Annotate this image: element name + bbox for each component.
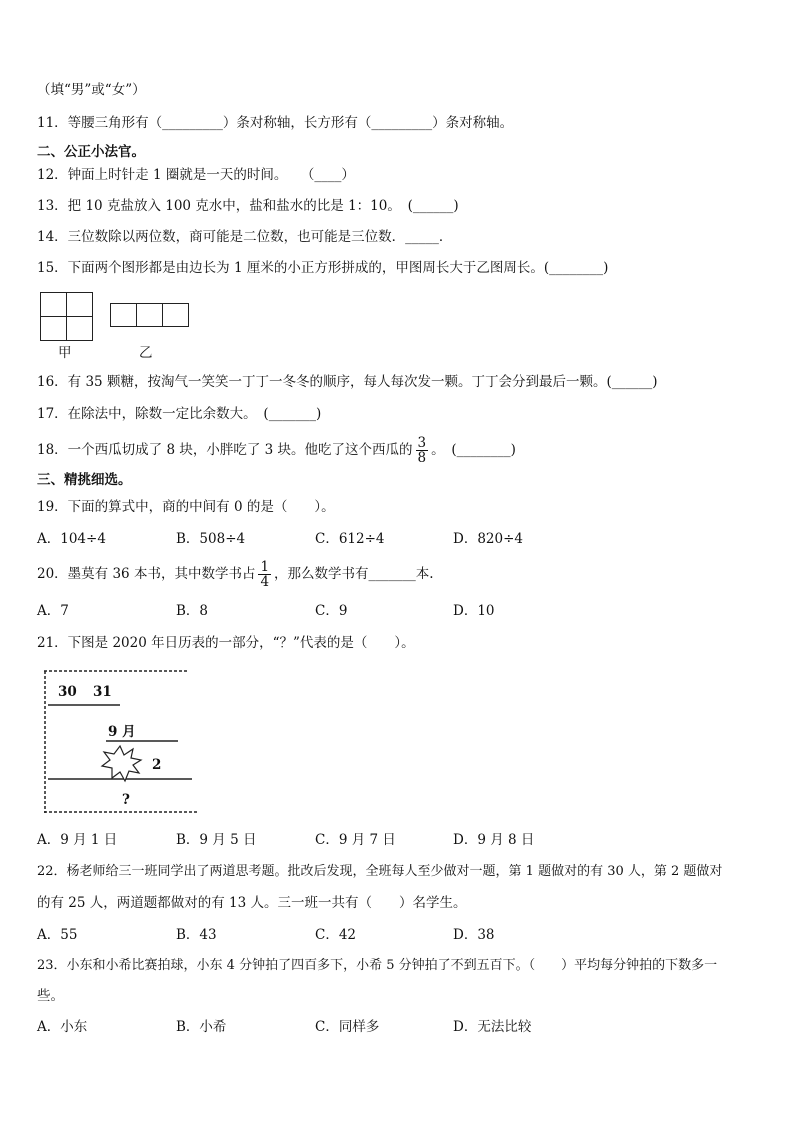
fraction-1-4: $\frac{1}{4}$ — [260, 559, 270, 590]
question-19: 19．下面的算式中，商的中间有 0 的是（ ）。 — [37, 499, 335, 515]
q20-option-d: D．10 — [453, 603, 495, 619]
q19-option-b: B．508÷4 — [176, 531, 246, 547]
q23-option-d: D．无法比较 — [453, 1019, 532, 1035]
calendar-day-31: 31 — [93, 684, 112, 700]
q23-option-c: C．同样多 — [315, 1019, 380, 1035]
calendar-day-30: 30 — [58, 684, 77, 700]
section-3-title: 三、精挑细选。 — [37, 472, 132, 488]
calendar-month: 9 月 — [108, 724, 136, 740]
q21-option-b: B．9 月 5 日 — [176, 832, 257, 848]
q19-option-d: D．820÷4 — [453, 531, 523, 547]
question-18: 18．一个西瓜切成了 8 块，小胖吃了 3 块。他吃了这个西瓜的 $\frac{3}{8}$ 。 (________) — [37, 435, 516, 466]
q19-option-a: A．104÷4 — [37, 531, 106, 547]
q21-option-c: C．9 月 7 日 — [315, 832, 396, 848]
question-11: 11．等腰三角形有（_________）条对称轴，长方形有（_________）条对称轴。 — [37, 115, 514, 131]
question-15: 15．下面两个图形都是由边长为 1 厘米的小正方形拼成的，甲图周长大于乙图周长。(________) — [37, 260, 609, 276]
question-12: 12．钟面上时针走 1 圈就是一天的时间。 （____） — [37, 167, 355, 183]
q19-option-c: C．612÷4 — [315, 531, 385, 547]
figure-jia-label: 甲 — [58, 345, 72, 361]
calendar-unknown: ? — [122, 792, 130, 808]
q22-option-a: A．55 — [37, 927, 78, 943]
figure-yi-label: 乙 — [139, 345, 153, 361]
explosion-icon — [102, 746, 141, 781]
question-23-line-2: 些。 — [37, 988, 64, 1004]
question-14: 14．三位数除以两位数，商可能是二位数，也可能是三位数．_____． — [37, 229, 453, 245]
q23-option-a: A．小东 — [37, 1019, 88, 1035]
question-22-line-2: 的有 25 人，两道题都做对的有 13 人。三一班一共有（ ）名学生。 — [37, 895, 467, 911]
q20-option-a: A．7 — [37, 603, 69, 619]
question-20: 20．墨莫有 36 本书，其中数学书占 $\frac{1}{4}$ ，那么数学书有_______本. — [37, 559, 434, 590]
q21-option-a: A．9 月 1 日 — [37, 832, 118, 848]
q23-option-b: B．小希 — [176, 1019, 227, 1035]
q22-option-c: C．42 — [315, 927, 357, 943]
q22-option-d: D．38 — [453, 927, 495, 943]
calendar-day-2: 2 — [152, 757, 162, 773]
q10-tail: （填“男”或“女”） — [37, 82, 146, 98]
question-23-line-1: 23．小东和小希比赛拍球，小东 4 分钟拍了四百多下，小希 5 分钟拍了不到五百下。（ ）平均每分钟拍的下数多一 — [37, 958, 718, 973]
question-21: 21．下图是 2020 年日历表的一部分，“？”代表的是（ ）。 — [37, 635, 415, 651]
q21-option-d: D．9 月 8 日 — [453, 832, 535, 848]
q20-option-c: C．9 — [315, 603, 348, 619]
question-17: 17．在除法中，除数一定比余数大。 (_______) — [37, 406, 322, 422]
q20-option-b: B．8 — [176, 603, 209, 619]
question-22-line-1: 22．杨老师给三一班同学出了两道思考题。批改后发现，全班每人至少做对一题，第 1 题做对的有 30 人，第 2 题做对 — [37, 864, 723, 879]
question-16: 16．有 35 颗糖，按淘气一笑笑一丁丁一冬冬的顺序，每人每次发一颗。丁丁会分到最后一颗。(______) — [37, 374, 658, 390]
fraction-3-8: $\frac{3}{8}$ — [417, 435, 427, 466]
question-13: 13．把 10 克盐放入 100 克水中，盐和盐水的比是 1：10。 (______) — [37, 198, 459, 214]
section-2-title: 二、公正小法官。 — [37, 144, 145, 160]
q22-option-b: B．43 — [176, 927, 217, 943]
